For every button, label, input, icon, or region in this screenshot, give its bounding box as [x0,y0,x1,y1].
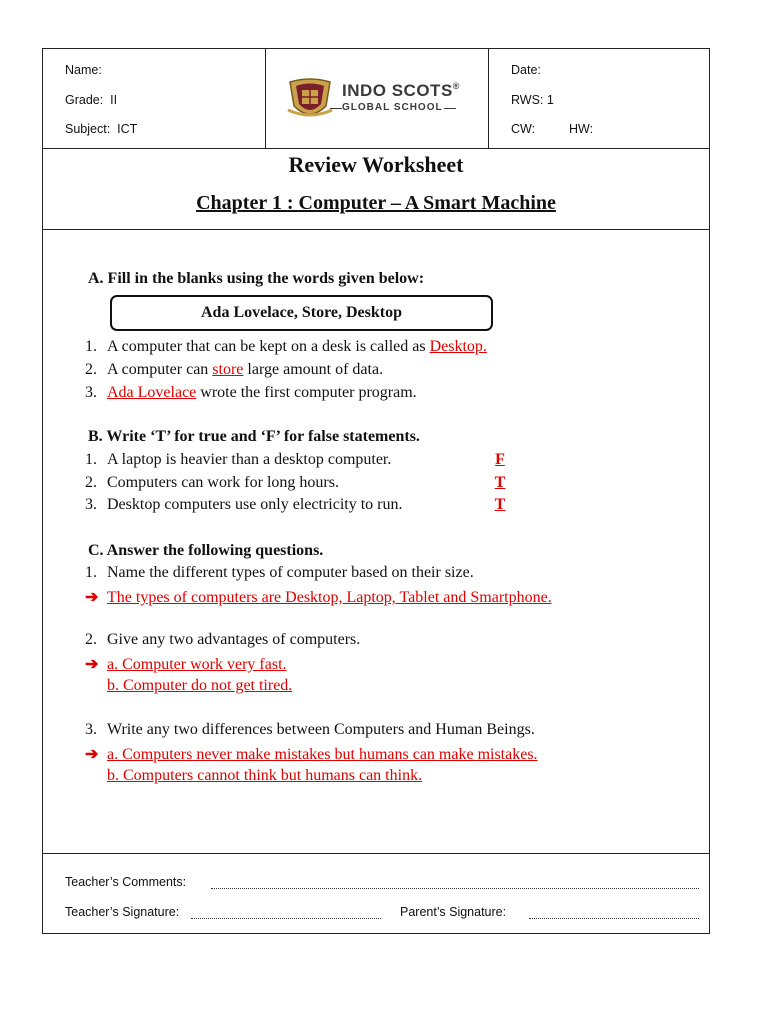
teacher-comments-line [211,888,699,889]
student-info [43,49,266,148]
chapter-title: Chapter 1 : Computer – A Smart Machine [196,192,556,214]
grade-field [65,93,117,107]
section-b-heading: B. Write ‘T’ for true and ‘F’ for false statements. [88,428,420,445]
fill-blank-item: 2. A computer can store large amount of data. [85,361,384,378]
answer-line: ➔ a. Computer work very fast. [85,656,287,673]
true-false-answer: F [495,451,505,468]
question-item: 1. Name the different types of computer based on their size. [85,564,474,581]
question-item: 2. Give any two advantages of computers. [85,631,361,648]
question-item: 3. Write any two differences between Computers and Human Beings. [85,721,535,738]
answer-line: ➔ a. Computers never make mistakes but humans can make mistakes. [85,746,538,763]
section-a-heading: A. Fill in the blanks using the words given below: [88,270,425,287]
title-block [43,149,709,230]
true-false-item: 2. Computers can work for long hours. [85,474,339,491]
school-name: INDO SCOTS® [342,81,460,100]
answer-line: b. Computer do not get tired. [107,677,293,694]
fill-blank-answer: Desktop. [429,338,487,355]
worksheet [42,48,710,934]
name-label: Name: [65,63,102,77]
teacher-signature-line [191,918,381,919]
true-false-answer: T [494,474,506,491]
school-logo [286,76,476,124]
subject-value: ICT [117,122,138,136]
worksheet-header [43,49,709,149]
word-bank-box: Ada Lovelace, Store, Desktop [110,295,493,331]
true-false-answer: T [494,496,506,513]
teacher-comments-label: Teacher’s Comments: [65,875,187,889]
page-title: Review Worksheet [288,152,464,177]
rws-field [511,93,554,107]
fill-blank-answer: store [212,361,244,378]
section-c-heading: C. Answer the following questions. [88,542,324,559]
subject-field [65,122,137,136]
date-field [511,63,541,77]
grade-value: II [110,93,118,107]
parent-signature-label: Parent’s Signature: [400,905,507,919]
parent-signature-line [529,918,699,919]
worksheet-content [43,230,709,854]
school-subtitle: GLOBAL SCHOOL [342,102,443,113]
teacher-signature-label: Teacher’s Signature: [65,905,180,919]
school-crest-icon [286,76,334,124]
fill-blank-answer: Ada Lovelace [107,384,197,401]
answer-line: ➔ The types of computers are Desktop, Laptop, Tablet and Smartphone. [85,589,552,606]
school-logo-cell [266,49,489,148]
date-label: Date: [511,63,541,77]
rws-value: 1 [546,93,554,107]
grade-label: Grade: [65,93,104,107]
arrow-right-icon: ➔ [85,589,99,606]
hw-field [569,122,593,136]
subject-label: Subject: [65,122,111,136]
worksheet-info [489,49,709,148]
cw-label: CW: [511,122,536,136]
cw-field [511,122,535,136]
hw-label: HW: [569,122,594,136]
fill-blank-item: 1. A computer that can be kept on a desk is called as Desktop. [85,338,487,355]
answer-line: b. Computers cannot think but humans can think. [107,767,423,784]
arrow-right-icon: ➔ [85,656,99,673]
worksheet-footer [43,853,709,933]
true-false-item: 3. Desktop computers use only electricity to run. [85,496,403,513]
fill-blank-item: 3. Ada Lovelace wrote the first computer program. [85,384,417,401]
arrow-right-icon: ➔ [85,746,99,763]
true-false-item: 1. A laptop is heavier than a desktop computer. [85,451,392,468]
rws-label: RWS: [511,93,544,107]
name-field [65,63,102,77]
